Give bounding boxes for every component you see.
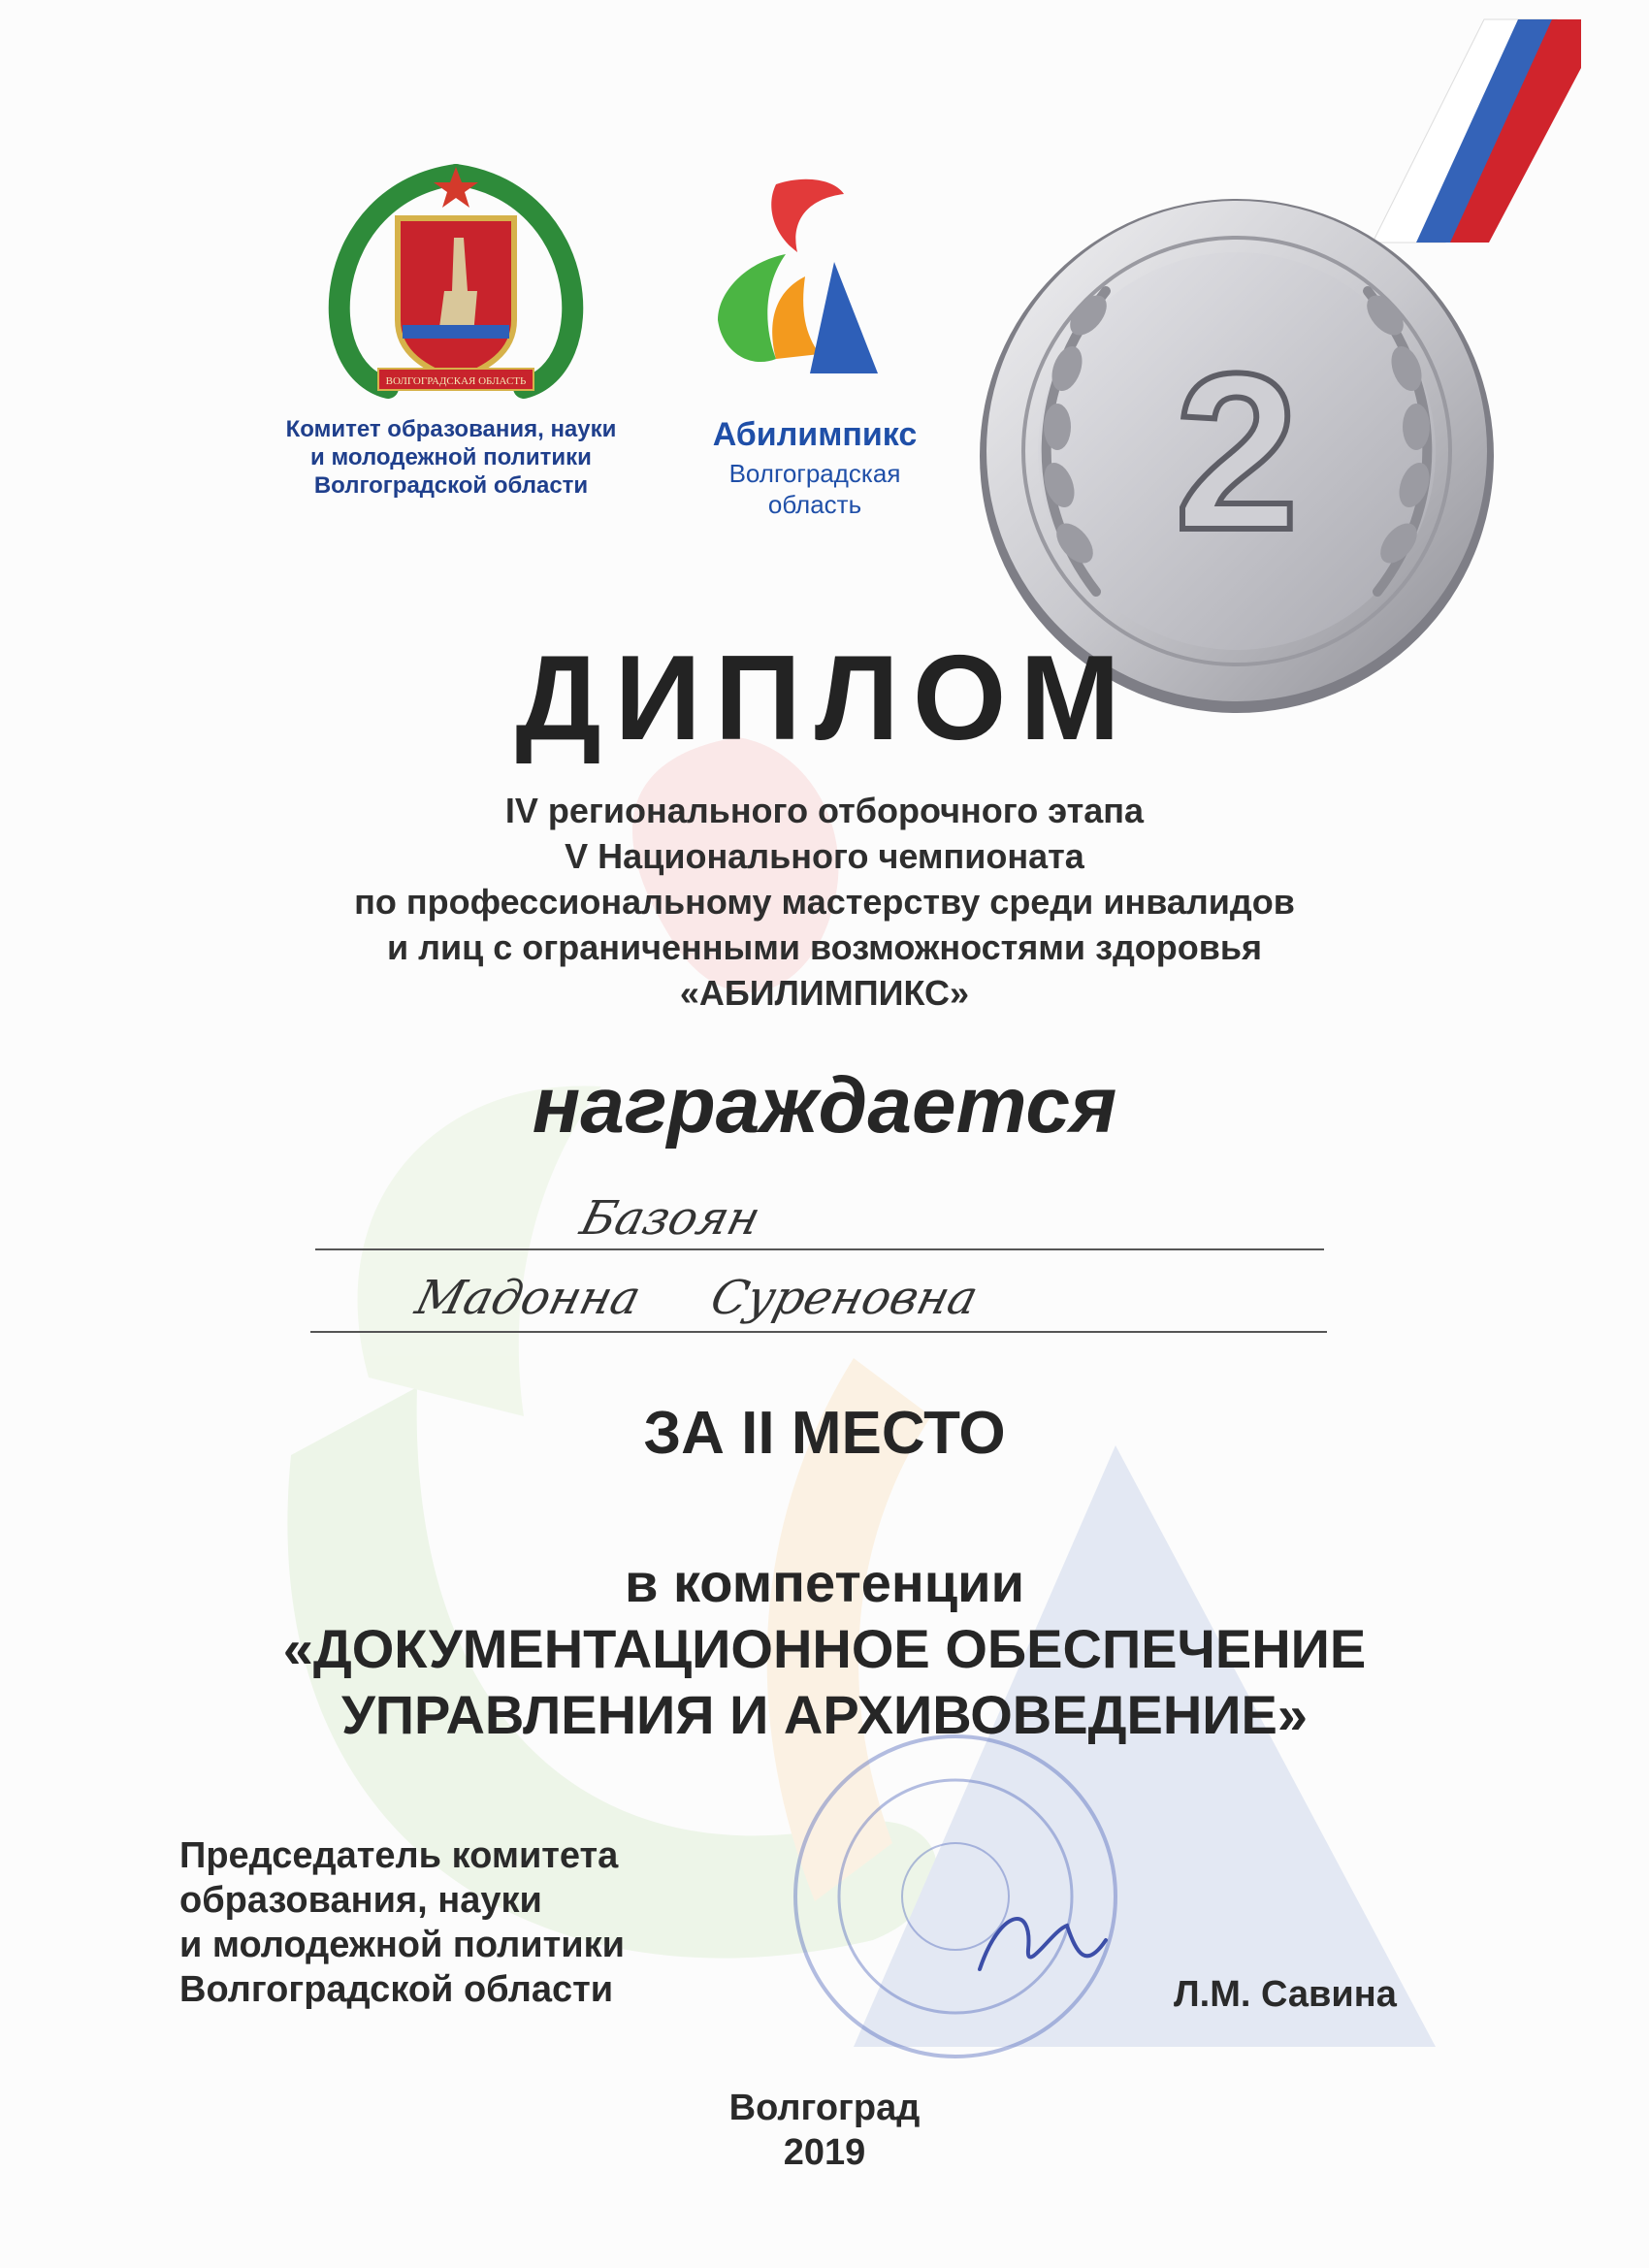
diploma-title: ДИПЛОМ (515, 632, 1134, 765)
signer-line: Председатель комитета (179, 1835, 619, 1876)
region-emblem (340, 167, 573, 390)
org-caption-line: Волгоградской области (313, 472, 589, 499)
intro-line: по профессиональному мастерству среди инвалидов (354, 882, 1295, 922)
signer-name: Л.М. Савина (1174, 1974, 1397, 2015)
recipient-name: Мадонна Суреновна (410, 1271, 984, 1325)
competence-line: «ДОКУМЕНТАЦИОННОЕ ОБЕСПЕЧЕНИЕ (282, 1618, 1367, 1679)
footer-place (0, 2086, 1649, 2175)
competence-line: в компетенции (624, 1552, 1025, 1613)
recipient-surname: Базоян (575, 1191, 766, 1246)
org-caption-line: и молодежной политики (310, 444, 592, 470)
medal-numeral: 2 (1175, 327, 1299, 576)
place-award: ЗА II МЕСТО (643, 1400, 1006, 1467)
recipient-surname-line (315, 1248, 1324, 1250)
signer-line: образования, науки (179, 1880, 542, 1921)
intro-line: «АБИЛИМПИКС» (679, 973, 970, 1013)
intro-line: V Национального чемпионата (565, 836, 1084, 876)
recipient-name-line (310, 1331, 1327, 1333)
intro-text (0, 788, 1649, 1016)
abilympics-logo (718, 179, 878, 373)
org-caption (242, 415, 660, 500)
emblem-ribbon-text: ВОЛГОГРАДСКАЯ ОБЛАСТЬ (385, 375, 527, 387)
abilympics-region (669, 458, 960, 520)
abilympics-name: Абилимпикс (712, 416, 918, 453)
intro-line: IV регионального отборочного этапа (504, 791, 1145, 830)
footer-city: Волгоград (728, 2088, 921, 2128)
medal-ribbon (1373, 19, 1581, 243)
intro-line: и лиц с ограниченными возможностями здоровья (386, 927, 1263, 967)
awarded-heading: награждается (532, 1061, 1117, 1150)
footer-year: 2019 (783, 2132, 866, 2173)
abilympics-region-line: область (767, 490, 862, 519)
competence-text (0, 1550, 1649, 1748)
signer-line: Волгоградской области (179, 1969, 614, 2010)
signer-title (179, 1833, 800, 2012)
signer-line: и молодежной политики (179, 1925, 625, 1965)
abilympics-region-line: Волгоградская (728, 459, 901, 488)
org-caption-line: Комитет образования, науки (285, 416, 617, 442)
competence-line: УПРАВЛЕНИЯ И АРХИВОВЕДЕНИЕ» (340, 1684, 1309, 1745)
